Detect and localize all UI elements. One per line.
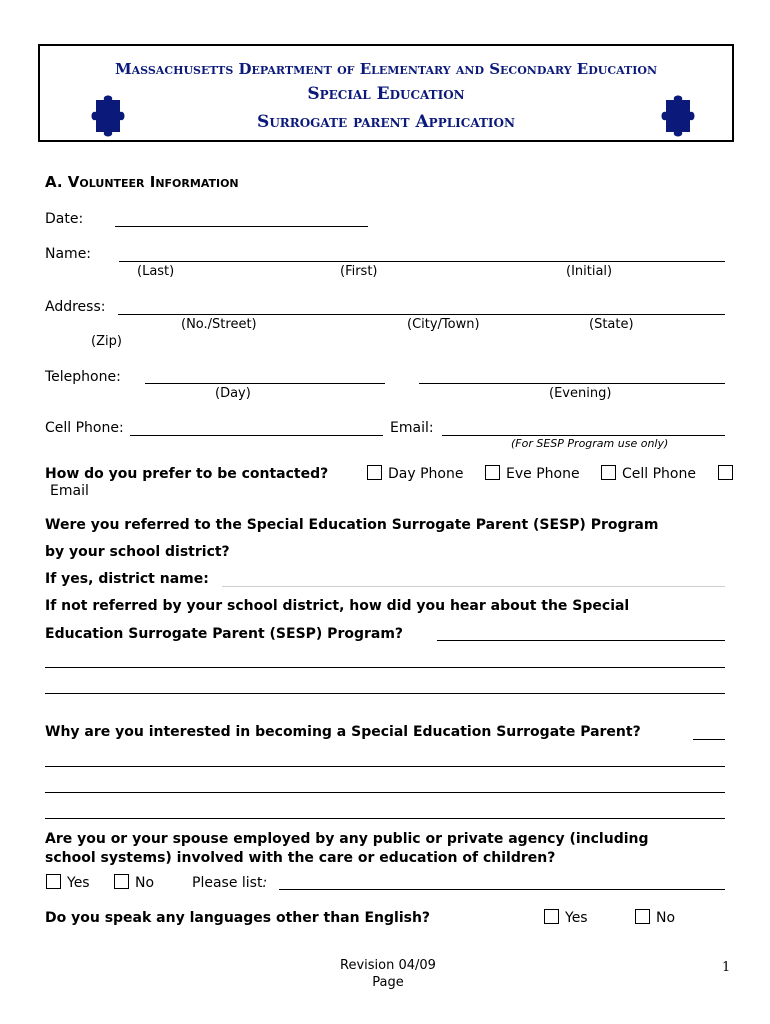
languages-no-checkbox[interactable] bbox=[635, 909, 650, 924]
department-title: Massachusetts Department of Elementary and Secondary Education bbox=[115, 60, 657, 78]
name-label: Name: bbox=[45, 246, 92, 262]
email-field[interactable] bbox=[442, 435, 725, 436]
interest-answer-line4[interactable] bbox=[45, 818, 725, 819]
address-zip-caption: (Zip) bbox=[91, 334, 122, 349]
heard-about-field[interactable] bbox=[437, 640, 725, 641]
employment-question-line2: school systems) involved with the care or education of children? bbox=[45, 850, 556, 866]
email-note: (For SESP Program use only) bbox=[511, 437, 669, 450]
contact-question: How do you prefer to be contacted? bbox=[45, 466, 329, 482]
puzzle-piece-icon-right bbox=[658, 90, 698, 142]
heard-about-field-line3[interactable] bbox=[45, 693, 725, 694]
not-referred-question-line2: Education Surrogate Parent (SESP) Program? bbox=[45, 626, 404, 642]
referred-question-line1: Were you referred to the Special Education Surrogate Parent (SESP) Program bbox=[45, 517, 659, 533]
employment-question-line1: Are you or your spouse employed by any public or private agency (including bbox=[45, 831, 649, 847]
form-title: Surrogate parent Application bbox=[257, 112, 515, 132]
eve-phone-checkbox[interactable] bbox=[485, 465, 500, 480]
email-label: Email: bbox=[390, 420, 434, 436]
header-box bbox=[38, 44, 734, 142]
languages-yes-label: Yes bbox=[565, 910, 588, 926]
day-phone-option-label: Day Phone bbox=[388, 466, 464, 482]
date-field[interactable] bbox=[115, 226, 368, 227]
section-a-title: A. Volunteer Information bbox=[45, 173, 239, 191]
languages-no-label: No bbox=[656, 910, 676, 926]
cell-phone-field[interactable] bbox=[130, 435, 383, 436]
cell-phone-checkbox[interactable] bbox=[601, 465, 616, 480]
languages-yes-checkbox[interactable] bbox=[544, 909, 559, 924]
name-field[interactable] bbox=[119, 261, 725, 262]
telephone-label: Telephone: bbox=[45, 369, 121, 385]
eve-phone-option-label: Eve Phone bbox=[506, 466, 580, 482]
interest-answer-line2[interactable] bbox=[45, 766, 725, 767]
not-referred-question-line1: If not referred by your school district, how did you hear about the Special bbox=[45, 598, 630, 614]
employment-yes-checkbox[interactable] bbox=[46, 874, 61, 889]
please-list-label: Please list: bbox=[192, 875, 268, 891]
address-state-caption: (State) bbox=[589, 317, 634, 332]
name-last-caption: (Last) bbox=[137, 264, 175, 279]
interest-answer-line3[interactable] bbox=[45, 792, 725, 793]
day-phone-checkbox[interactable] bbox=[367, 465, 382, 480]
address-city-caption: (City/Town) bbox=[407, 317, 480, 332]
name-first-caption: (First) bbox=[340, 264, 378, 279]
date-label: Date: bbox=[45, 211, 84, 227]
cell-phone-label: Cell Phone: bbox=[45, 420, 124, 436]
telephone-evening-caption: (Evening) bbox=[549, 386, 612, 401]
address-label: Address: bbox=[45, 299, 106, 315]
email-option-label: Email bbox=[50, 483, 89, 499]
telephone-evening-field[interactable] bbox=[419, 383, 725, 384]
telephone-day-caption: (Day) bbox=[215, 386, 251, 401]
program-title: Special Education bbox=[307, 84, 465, 104]
interest-question: Why are you interested in becoming a Special Education Surrogate Parent? bbox=[45, 724, 641, 740]
languages-question: Do you speak any languages other than English? bbox=[45, 910, 431, 926]
email-checkbox[interactable] bbox=[718, 465, 733, 480]
referred-question-line2: by your school district? bbox=[45, 544, 230, 560]
name-initial-caption: (Initial) bbox=[566, 264, 613, 279]
address-street-caption: (No./Street) bbox=[181, 317, 257, 332]
cell-phone-option-label: Cell Phone bbox=[622, 466, 696, 482]
page-label: Page bbox=[372, 975, 404, 990]
revision-text: Revision 04/09 bbox=[340, 958, 436, 973]
district-name-field[interactable] bbox=[222, 586, 725, 587]
employment-yes-label: Yes bbox=[67, 875, 90, 891]
puzzle-piece-icon-left bbox=[88, 90, 128, 142]
heard-about-field-line2[interactable] bbox=[45, 667, 725, 668]
address-field[interactable] bbox=[118, 314, 725, 315]
interest-answer-field[interactable] bbox=[693, 739, 725, 740]
district-name-label: If yes, district name: bbox=[45, 571, 209, 587]
please-list-field[interactable] bbox=[279, 889, 725, 890]
page-number: 1 bbox=[722, 960, 731, 975]
telephone-day-field[interactable] bbox=[145, 383, 385, 384]
employment-no-label: No bbox=[135, 875, 155, 891]
employment-no-checkbox[interactable] bbox=[114, 874, 129, 889]
